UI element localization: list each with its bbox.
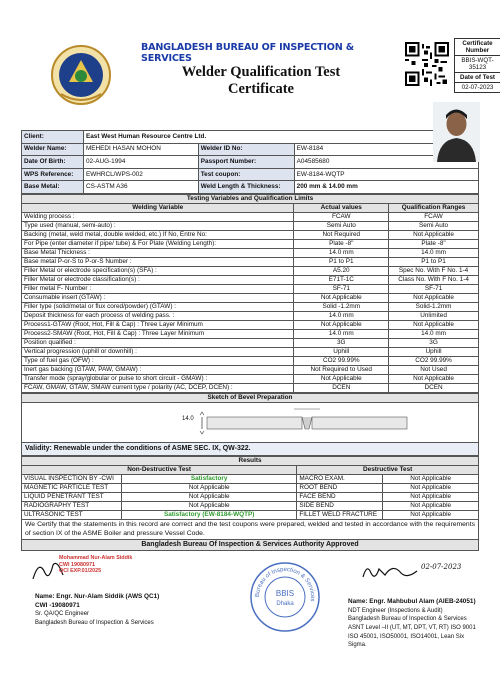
actual-value: Semi Auto — [294, 221, 389, 230]
variable-row — [22, 356, 479, 365]
qualification-range: SF-71 — [389, 284, 479, 293]
variable-name: Type of fuel gas (OFW) : — [22, 356, 294, 365]
actual-value: 14.0 mm — [294, 329, 389, 338]
variable-row — [22, 293, 479, 302]
dob-value: 02-AUG-1994 — [83, 156, 198, 169]
cert-number: BBIS-WQT-35123 — [455, 56, 500, 73]
dt-result: Not Applicable — [383, 492, 479, 501]
cwi-stamp-expiry: QCI EXP.01/2025 — [59, 567, 102, 574]
variable-name: Type used (manual, semi-auto) : — [22, 221, 294, 230]
right-signatory-name: Name: Engr. Mahbubul Alam (AIEB-24051) — [348, 598, 476, 606]
welder-photo — [433, 102, 480, 162]
cwi-stamp-name: Mohammad Nur-Alam Siddik — [59, 555, 133, 562]
ndt-result: Not Applicable — [121, 483, 296, 492]
bbis-seal-icon — [249, 561, 321, 633]
result-row — [22, 483, 479, 492]
actual-value: SF-71 — [294, 284, 389, 293]
left-signatory-org: Bangladesh Bureau of Inspection & Services — [35, 619, 154, 626]
dt-title: Destructive Test — [297, 465, 479, 474]
actual-value: 3G — [294, 338, 389, 347]
ndt-result: Satisfactory (EW-8184-WQTP) — [121, 510, 296, 519]
ndt-result: Not Applicable — [121, 501, 296, 510]
dt-test: SIDE BEND — [297, 501, 383, 510]
variable-name: Inert gas backing (GTAW, PAW, GMAW) : — [22, 365, 294, 374]
qualification-range: Unlimited — [389, 311, 479, 320]
validity-note: Validity: Renewable under the conditions of ASME SEC. IX, QW-322. — [21, 443, 479, 456]
ndt-test: RADIOGRAPHY TEST — [22, 501, 122, 510]
base-metal-label: Base Metal: — [22, 181, 84, 194]
variable-name: Base Metal Thickness : — [22, 248, 294, 257]
variable-name: For Pipe (enter diameter if pipe/ tube) & For Plate (Welding Length): — [22, 239, 294, 248]
variable-row — [22, 230, 479, 239]
variable-row — [22, 248, 479, 257]
col-welding-variable: Welding Variable — [22, 203, 294, 212]
variable-row — [22, 302, 479, 311]
ndt-result: Satisfactory — [121, 474, 296, 483]
result-row — [22, 510, 479, 519]
dt-test: FACE BEND — [297, 492, 383, 501]
seal-center-bottom: Dhaka — [276, 601, 294, 608]
variable-row — [22, 365, 479, 374]
left-signatory-cwi: CWI -19080971 — [35, 601, 80, 609]
bevel-thickness: 14.0 — [182, 415, 194, 422]
client-value: East West Human Resource Centre Ltd. — [83, 131, 478, 144]
ndt-test: VISUAL INSPECTION BY -CWI — [22, 474, 122, 483]
right-signatory-line4: ISO 45001, ISO50001, ISO14001, Lean Six Sigma. — [348, 633, 465, 649]
variable-name: Base metal P-or-S to P-or-S Number : — [22, 257, 294, 266]
wps-value: EWHRCL/WPS-002 — [83, 168, 198, 181]
actual-value: A5.20 — [294, 266, 389, 275]
qualification-range: Plate -8" — [389, 239, 479, 248]
actual-value: Not Required — [294, 230, 389, 239]
variables-table — [21, 194, 479, 393]
actual-value: P1 to P1 — [294, 257, 389, 266]
dt-test: MACRO EXAM. — [297, 474, 383, 483]
weld-length-label: Weld Length & Thickness: — [198, 181, 294, 194]
results-title: Results — [22, 456, 479, 465]
variable-name: Welding process : — [22, 212, 294, 221]
ndt-result: Not Applicable — [121, 492, 296, 501]
actual-value: Uphill — [294, 347, 389, 356]
qualification-range: P1 to P1 — [389, 257, 479, 266]
signature-date: 02-07-2023 — [421, 563, 462, 572]
variable-row — [22, 212, 479, 221]
variable-row — [22, 374, 479, 383]
variable-name: Consumable insert (GTAW) : — [22, 293, 294, 302]
variable-row — [22, 239, 479, 248]
variable-row — [22, 347, 479, 356]
seal-center-top: BBIS — [275, 589, 295, 599]
qualification-range: 14.0 mm — [389, 329, 479, 338]
client-label: Client: — [22, 131, 84, 144]
bevel-drawing — [22, 403, 478, 443]
variable-name: Backing (metal, weld metal, double welded, etc.) If No, Entre No: — [22, 230, 294, 239]
welder-id-value: EW-8184 — [294, 143, 478, 156]
actual-value: Plate -8" — [294, 239, 389, 248]
qualification-range: 14.0 mm — [389, 248, 479, 257]
qualification-range: Not Applicable — [389, 320, 479, 329]
dt-result: Not Applicable — [383, 483, 479, 492]
variable-name: Process1-GTAW (Root, Hot, Fill & Cap) : Three Layer Minimum — [22, 320, 294, 329]
variable-row — [22, 266, 479, 275]
qualification-range: Spec No. With F No. 1-4 — [389, 266, 479, 275]
variable-row — [22, 221, 479, 230]
coupon-value: EW-8184-WQTP — [294, 168, 478, 181]
variable-row — [22, 257, 479, 266]
variable-name: Vertical progression (uphill or downhill) : — [22, 347, 294, 356]
variable-name: Filler metal F- Number : — [22, 284, 294, 293]
qr-code-icon — [405, 42, 449, 86]
welder-id-label: Welder ID No: — [198, 143, 294, 156]
col-qualification-ranges: Qualification Ranges — [389, 203, 479, 212]
results-table — [21, 456, 479, 520]
wps-label: WPS Reference: — [22, 168, 84, 181]
left-signatory-role: Sr. QA/QC Engineer — [35, 611, 90, 618]
certificate-info-box — [454, 38, 500, 93]
variable-row — [22, 275, 479, 284]
left-signatory — [35, 593, 159, 627]
certificate-header — [21, 38, 495, 130]
title-line-2: Certificate — [227, 81, 294, 97]
bureau-logo-icon — [51, 42, 111, 108]
qualification-range: Semi Auto — [389, 221, 479, 230]
qualification-range: Not Applicable — [389, 230, 479, 239]
seal-ring-text: Bureau of Inspection & Services — [254, 567, 316, 602]
dt-result: Not Applicable — [383, 510, 479, 519]
qualification-range: Solid-1.2mm — [389, 302, 479, 311]
authority-approval: Bangladesh Bureau Of Inspection & Services Authority Approved — [21, 540, 479, 551]
actual-value: Not Applicable — [294, 374, 389, 383]
ndt-test: LIQUID PENETRANT TEST — [22, 492, 122, 501]
variables-section-title: Testing Variables and Qualification Limits — [22, 194, 479, 203]
base-metal-value: CS-ASTM A36 — [83, 181, 198, 194]
page-title — [161, 64, 361, 98]
welder-name-label: Welder Name: — [22, 143, 84, 156]
passport-label: Passport Number: — [198, 156, 294, 169]
ndt-test: ULTRASONIC TEST — [22, 510, 122, 519]
actual-value: FCAW — [294, 212, 389, 221]
variable-row — [22, 383, 479, 392]
variable-row — [22, 338, 479, 347]
dt-result: Not Applicable — [383, 501, 479, 510]
welder-name-value: MEHEDI HASAN MOHON — [83, 143, 198, 156]
col-actual-values: Actual values — [294, 203, 389, 212]
result-row — [22, 492, 479, 501]
variable-row — [22, 311, 479, 320]
ndt-title: Non-Destructive Test — [22, 465, 297, 474]
signature-right-icon — [361, 559, 419, 583]
qualification-range: Uphill — [389, 347, 479, 356]
dt-test: FILLET WELD FRACTURE — [297, 510, 383, 519]
bureau-name: BANGLADESH BUREAU OF INSPECTION & SERVICES — [141, 42, 354, 64]
ndt-test: MAGNETIC PARTICLE TEST — [22, 483, 122, 492]
qualification-range: Class No. With F No. 1-4 — [389, 275, 479, 284]
coupon-label: Test coupon: — [198, 168, 294, 181]
actual-value: 14.0 mm — [294, 248, 389, 257]
right-signatory-line1: NDT Engineer (Inspections & Audit) — [348, 607, 443, 614]
variable-name: Position qualified : — [22, 338, 294, 347]
bevel-title: Sketch of Bevel Preparation — [22, 393, 479, 402]
variable-name: FCAW, GMAW, GTAW, SMAW current type / polarity (AC, DCEP, DCEN) : — [22, 383, 294, 392]
actual-value: E71T-1C — [294, 275, 389, 284]
variable-name: Filler type (solid/metal or flux cored/powder) (GTAW) : — [22, 302, 294, 311]
date-of-test: 02-07-2023 — [461, 84, 494, 91]
date-of-test-label: Date of Test — [455, 73, 500, 83]
cert-number-label: Certificate Number — [455, 39, 500, 56]
actual-value: CO2 99.99% — [294, 356, 389, 365]
dt-result: Not Applicable — [383, 474, 479, 483]
qualification-range: FCAW — [389, 212, 479, 221]
bevel-sketch — [21, 403, 479, 443]
variable-row — [22, 284, 479, 293]
variable-name: Deposit thickness for each process of welding pass. : — [22, 311, 294, 320]
variable-name: Filler Metal or electrode specification(s) (SFA) : — [22, 266, 294, 275]
qualification-range: 3G — [389, 338, 479, 347]
right-signatory-line2: Bangladesh Bureau of Inspection & Services — [348, 616, 467, 623]
cwi-stamp-number: CWI 19080971 — [59, 561, 95, 568]
qualification-range: Not Applicable — [389, 293, 479, 302]
right-signatory — [348, 598, 479, 650]
actual-value: Not Applicable — [294, 293, 389, 302]
variable-row — [22, 320, 479, 329]
qualification-range: CO2 99.99% — [389, 356, 479, 365]
title-line-1: Welder Qualification Test — [181, 64, 341, 80]
qualification-range: DCEN — [389, 383, 479, 392]
passport-value: A04585680 — [294, 156, 478, 169]
actual-value: Solid -1.2mm — [294, 302, 389, 311]
certification-statement: We Certify that the statements in this record are correct and the test coupons were prepared, welded and tested in accordance with the requirements of section IX of the ASME Boiler and pressure Vessel Code. — [21, 520, 479, 540]
result-row — [22, 501, 479, 510]
result-row — [22, 474, 479, 483]
bevel-header-table — [21, 393, 479, 403]
left-signatory-name: Name: Engr. Nur-Alam Siddik (AWS QC1) — [35, 593, 160, 601]
variable-name: Process2-SMAW (Root, Hot, Fill & Cap) : Three Layer Minimum — [22, 329, 294, 338]
actual-value: Not Required to Used — [294, 365, 389, 374]
actual-value: DCEN — [294, 383, 389, 392]
qualification-range: Not Applicable — [389, 374, 479, 383]
right-signatory-line3: ASNT Level –II (UT, MT, DPT, VT, RT) ISO 9001 — [348, 624, 476, 631]
cwi-stamp — [59, 555, 159, 574]
dt-test: ROOT BEND — [297, 483, 383, 492]
variable-name: Filler Metal or electrode classification(s) : — [22, 275, 294, 284]
actual-value: Not Applicable — [294, 320, 389, 329]
dob-label: Date Of Birth: — [22, 156, 84, 169]
weld-length-value: 200 mm & 14.00 mm — [294, 181, 478, 194]
welder-info-table — [21, 130, 479, 194]
qualification-range: Not Used — [389, 365, 479, 374]
actual-value: 14.0 mm — [294, 311, 389, 320]
signature-area — [21, 551, 479, 649]
variable-name: Transfer mode (spray/globular or pulse to short circuit - GMAW) : — [22, 374, 294, 383]
variable-row — [22, 329, 479, 338]
